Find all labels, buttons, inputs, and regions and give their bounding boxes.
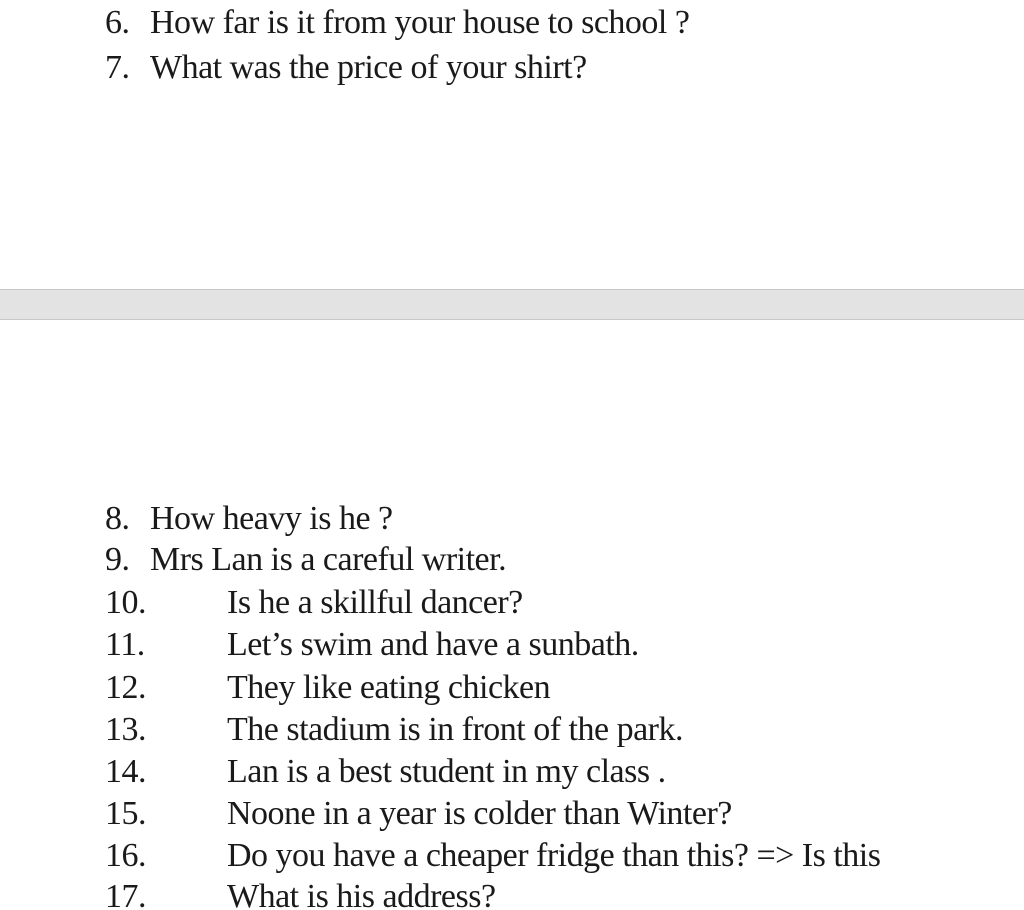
item-text: Mrs Lan is a careful writer.: [150, 541, 507, 578]
list-item: [105, 876, 496, 910]
item-number: 10.: [105, 584, 146, 621]
item-number: 17.: [105, 878, 146, 910]
item-number: 7.: [105, 49, 130, 86]
list-item: [105, 582, 523, 624]
item-number: 6.: [105, 4, 130, 41]
item-text: Do you have a cheaper fridge than this? => Is this: [227, 837, 881, 874]
item-text: They like eating chicken: [227, 669, 551, 706]
list-item: [105, 667, 550, 709]
list-item: [105, 2, 689, 44]
page-separator: [0, 289, 1024, 320]
item-number: 8.: [105, 500, 130, 537]
list-item: [105, 835, 880, 877]
list-item: [105, 539, 506, 581]
item-text: Lan is a best student in my class .: [227, 753, 666, 790]
item-text: Let’s swim and have a sunbath.: [227, 626, 639, 663]
item-number: 15.: [105, 795, 146, 832]
list-item: [105, 47, 587, 89]
item-text: How heavy is he ?: [150, 500, 393, 537]
item-text: How far is it from your house to school ?: [150, 4, 690, 41]
item-text: The stadium is in front of the park.: [227, 711, 684, 748]
list-item: [105, 498, 393, 540]
item-number: 11.: [105, 626, 145, 663]
item-number: 14.: [105, 753, 146, 790]
list-item: [105, 624, 639, 666]
document-page-top: [0, 0, 1024, 289]
list-item: [105, 751, 666, 793]
item-number: 12.: [105, 669, 146, 706]
document-page-bottom: [0, 320, 1024, 910]
list-item: [105, 709, 683, 751]
item-number: 9.: [105, 541, 130, 578]
item-number: 13.: [105, 711, 146, 748]
item-number: 16.: [105, 837, 146, 874]
item-text: What is his address?: [227, 878, 496, 910]
item-text: Noone in a year is colder than Winter?: [227, 795, 732, 832]
item-text: Is he a skillful dancer?: [227, 584, 523, 621]
list-item: [105, 793, 732, 835]
item-text: What was the price of your shirt?: [150, 49, 587, 86]
